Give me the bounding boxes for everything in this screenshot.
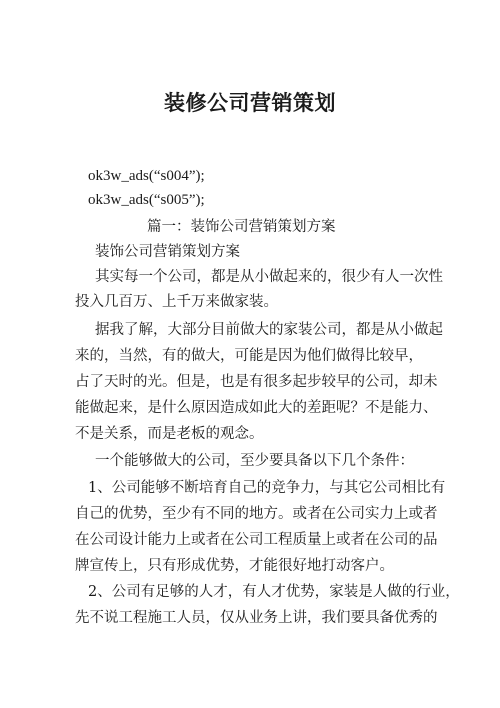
paragraph-line: 来的，当然，有的做大，可能是因为他们做得比较早，: [75, 348, 423, 364]
ad-code-line-1: ok3w_ads(“s004”);: [88, 168, 205, 184]
subsection-heading: 装饰公司营销策划方案: [95, 244, 240, 260]
paragraph-line: 据我了解，大部分目前做大的家装公司，都是从小做起: [95, 322, 443, 338]
paragraph-line: 不是关系，而是老板的观念。: [75, 426, 264, 442]
paragraph-line: 占了天时的光。但是，也是有很多起步较早的公司，却未: [75, 374, 438, 390]
ad-code-line-2: ok3w_ads(“s005”);: [88, 192, 205, 208]
paragraph-line: 能做起来，是什么原因造成如此大的差距呢？不是能力、: [75, 400, 438, 416]
paragraph-line: 在公司设计能力上或者在公司工程质量上或者在公司的品: [75, 532, 438, 548]
paragraph-line: 2、公司有足够的人才，有人才优势，家装是人做的行业，: [88, 584, 460, 600]
document-title: 装修公司营销策划: [164, 90, 336, 115]
paragraph-line: 1、公司能够不断培育自己的竞争力，与其它公司相比有: [88, 480, 446, 496]
paragraph-line: 其实每一个公司，都是从小做起来的，很少有人一次性: [95, 269, 443, 285]
paragraph-line: 牌宣传上，只有形成优势，才能很好地打动客户。: [75, 558, 394, 574]
paragraph-line: 先不说工程施工人员，仅从业务上讲，我们要具备优秀的: [75, 610, 438, 626]
section-heading: 篇一：装饰公司营销策划方案: [147, 219, 336, 235]
paragraph-line: 投入几百万、上千万来做家装。: [75, 294, 278, 310]
paragraph-line: 自己的优势，至少有不同的地方。或者在公司实力上或者: [75, 506, 438, 522]
paragraph-line: 一个能够做大的公司，至少要具备以下几个条件：: [95, 453, 414, 469]
